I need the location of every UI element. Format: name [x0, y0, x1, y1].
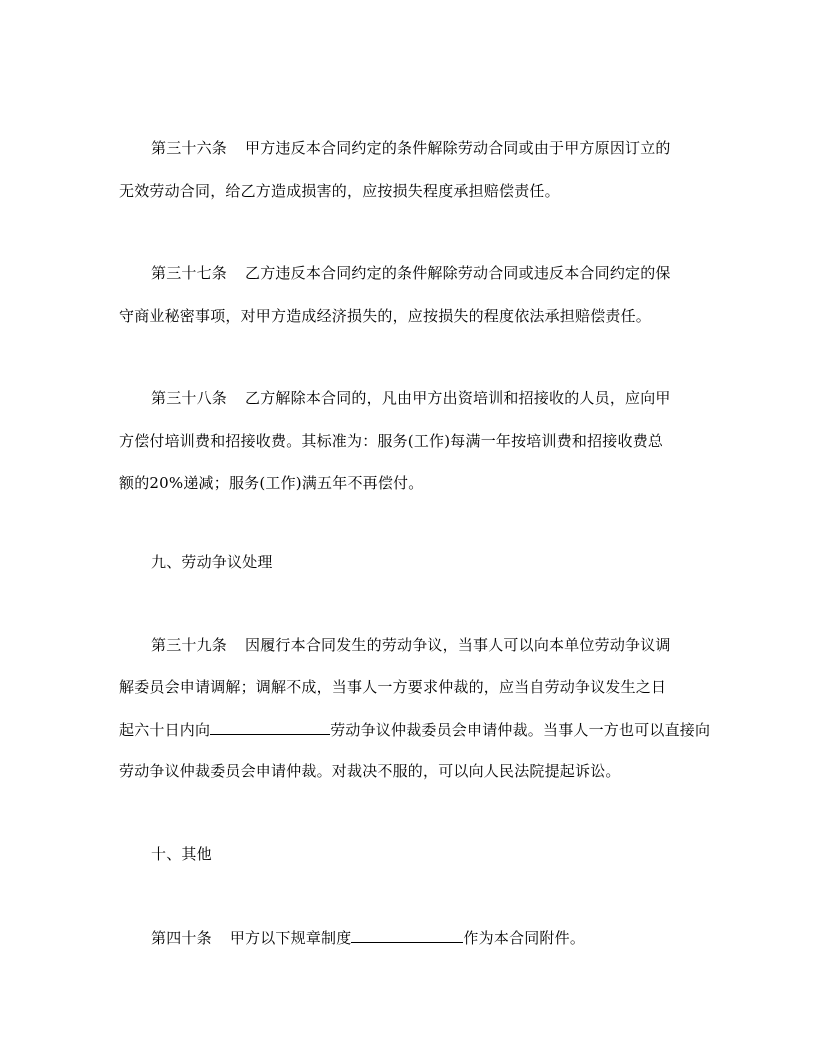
- article-40-number: 第四十条: [151, 929, 212, 947]
- article-36-line-1: [151, 137, 671, 159]
- article-39-line-1: [151, 634, 671, 656]
- section-9-heading: 九、劳动争议处理: [151, 553, 273, 571]
- article-36-number: 第三十六条: [151, 139, 228, 157]
- article-39-line-3: [119, 718, 710, 741]
- article-39-text-3b: 劳动争议仲裁委员会申请仲裁。当事人一方也可以直接向: [330, 721, 711, 739]
- article-38-line-2: 方偿付培训费和招接收费。其标准为：服务(工作)每满一年按培训费和招接收费总: [119, 432, 664, 450]
- article-37-line-1: [151, 262, 671, 284]
- article-40-text-a: 甲方以下规章制度: [229, 929, 352, 947]
- article-40-text-b: 作为本合同附件。: [463, 929, 586, 947]
- article-39-text-3a: 起六十日内向: [119, 721, 211, 739]
- article-38-line-1: [151, 387, 671, 409]
- section-10-heading: 十、其他: [151, 845, 212, 863]
- article-40-line-1: [151, 926, 585, 949]
- article-36-line-2: 无效劳动合同，给乙方造成损害的，应按损失程度承担赔偿责任。: [119, 182, 560, 200]
- article-38-line-3: 额的20%递减；服务(工作)满五年不再偿付。: [119, 474, 424, 492]
- article-37-line-2: 守商业秘密事项，对甲方造成经济损失的，应按损失的程度依法承担赔偿责任。: [119, 307, 652, 325]
- article-38-text-1: 乙方解除本合同的，凡由甲方出资培训和招接收的人员，应向甲: [245, 389, 671, 407]
- article-39-line-4: 劳动争议仲裁委员会申请仲裁。对裁决不服的，可以向人民法院提起诉讼。: [119, 762, 621, 780]
- article-37-text-1: 乙方违反本合同约定的条件解除劳动合同或违反本合同约定的保: [245, 264, 671, 282]
- regulations-blank[interactable]: [351, 926, 463, 943]
- article-36-text-1: 甲方违反本合同约定的条件解除劳动合同或由于甲方原因订立的: [245, 139, 671, 157]
- article-37-number: 第三十七条: [151, 264, 228, 282]
- article-38-number: 第三十八条: [151, 389, 228, 407]
- arbitration-committee-blank[interactable]: [210, 718, 330, 735]
- article-39-number: 第三十九条: [151, 636, 228, 654]
- article-39-line-2: 解委员会申请调解；调解不成，当事人一方要求仲裁的，应当自劳动争议发生之日: [119, 678, 667, 696]
- article-39-text-1: 因履行本合同发生的劳动争议，当事人可以向本单位劳动争议调: [245, 636, 671, 654]
